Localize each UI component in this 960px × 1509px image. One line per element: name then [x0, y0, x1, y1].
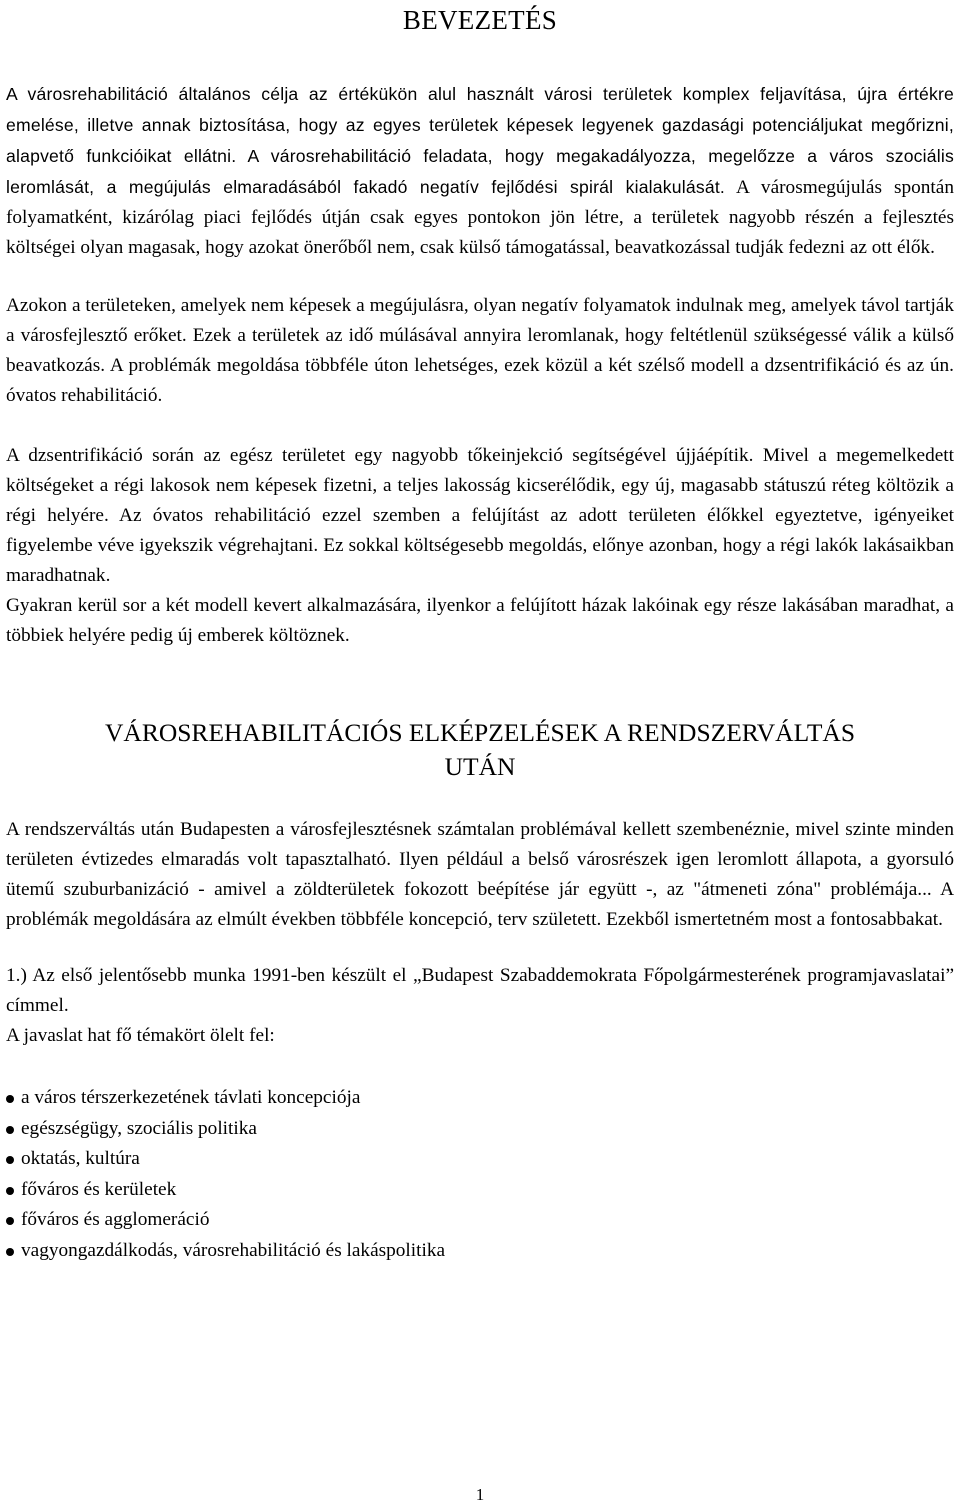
list-item: egészségügy, szociális politika: [6, 1114, 954, 1145]
bullet-icon: [6, 1217, 14, 1225]
section-title-line-1: VÁROSREHABILITÁCIÓS ELKÉPZELÉSEK A RENDSZERVÁLTÁS: [105, 718, 855, 747]
topics-list: [6, 1083, 954, 1267]
paragraph-intro: [6, 79, 954, 263]
page-number: 1: [475, 1485, 485, 1504]
list-item: a város térszerkezetének távlati koncepciója: [6, 1083, 954, 1114]
bullet-icon: [6, 1248, 14, 1256]
paragraph-gentrification: A dzsentrifikáció során az egész területet egy nagyobb tőkeinjekció segítségével újjáépítik. Mivel a megemelkedett költségeket a régi lakosok nem képesek fizetni, a teljes lakosság kicserélődik, egy új, magasabb státuszú réteg költözik a régi helyére. Az óvatos rehabilitáció ezzel szemben a felújítást az adott területen élőkkel egyeztetve, igényeiket figyelembe véve igyekszik végrehajtani. Ez sokkal költségesebb megoldás, előnye azonban, hogy a régi lakók lakásaikban maradhatnak.: [6, 445, 954, 586]
list-item: főváros és kerületek: [6, 1175, 954, 1206]
paragraph-topics-intro: A javaslat hat fő témakört ölelt fel:: [6, 1025, 275, 1046]
paragraph-intro-serif: A városmegújulás spontán folyamatként, kizárólag piaci fejlődés útján csak egyes pontokon jön létre, a területek nagyobb részén a fejlesztés költségei olyan magasak, hogy azokat önerőből nem, csak külső támogatással, beavatkozással tudják fedezni az ott élők.: [6, 177, 954, 258]
paragraph-first-program: 1.) Az első jelentősebb munka 1991-ben készült el „Budapest Szabaddemokrata Főpolgármesterének programjavaslatai” címmel.: [6, 965, 954, 1016]
list-item: főváros és agglomeráció: [6, 1205, 954, 1236]
paragraph-after-transition: A rendszerváltás után Budapesten a városfejlesztésnek számtalan problémával kellett szembenéznie, mivel szinte minden területen évtizedes elmaradás volt tapasztalható. Ilyen például a belső városrészek igen leromlott állapota, a gyorsuló ütemű szuburbanizáció - amivel a zöldterületek fokozott beépítése jár együtt -, az "átmeneti zóna" problémája... A problémák megoldására az elmúlt években többféle koncepció, terv született. Ezekből ismertetném most a fontosabbakat.: [6, 819, 954, 930]
paragraph-negative-processes: Azokon a területeken, amelyek nem képesek a megújulásra, olyan negatív folyamatok indulnak meg, amelyek távol tartják a városfejlesztő erőket. Ezek a területek az idő múlásával annyira leromlanak, hogy feltétlenül szükségessé válik a külső beavatkozás. A problémák megoldása többféle úton lehetséges, ezek közül a két szélső modell a dzsentrifikáció és az ún. óvatos rehabilitáció.: [6, 295, 954, 406]
list-item: vagyongazdálkodás, városrehabilitáció és lakáspolitika: [6, 1236, 954, 1267]
document-page: [6, 0, 954, 1267]
paragraph-mixed-model: Gyakran kerül sor a két modell kevert alkalmazására, ilyenkor a felújított házak lakóinak egy része lakásában maradhat, a többiek helyére pedig új emberek költöznek.: [6, 595, 954, 646]
section-title-line-2: UTÁN: [444, 752, 516, 781]
bullet-icon: [6, 1126, 14, 1134]
bullet-icon: [6, 1095, 14, 1103]
section-title-bevezetes: BEVEZETÉS: [402, 5, 558, 35]
list-item: oktatás, kultúra: [6, 1144, 954, 1175]
paragraph-intro-sans: A városrehabilitáció általános célja az értékükön alul használt városi területek komplex feljavítása, újra értékre emelése, illetve annak biztosítása, hogy az egyes területek képesek legyenek gazdasági potenciáljukat megőrizni, alapvető funkcióikat ellátni. A városrehabilitáció feladata, hogy megakadályozza, megelőzze a város szociális leromlását, a megújulás elmaradásából fakadó negatív fejlődési spirál kialakulását.: [6, 84, 954, 197]
bullet-icon: [6, 1156, 14, 1164]
bullet-icon: [6, 1187, 14, 1195]
